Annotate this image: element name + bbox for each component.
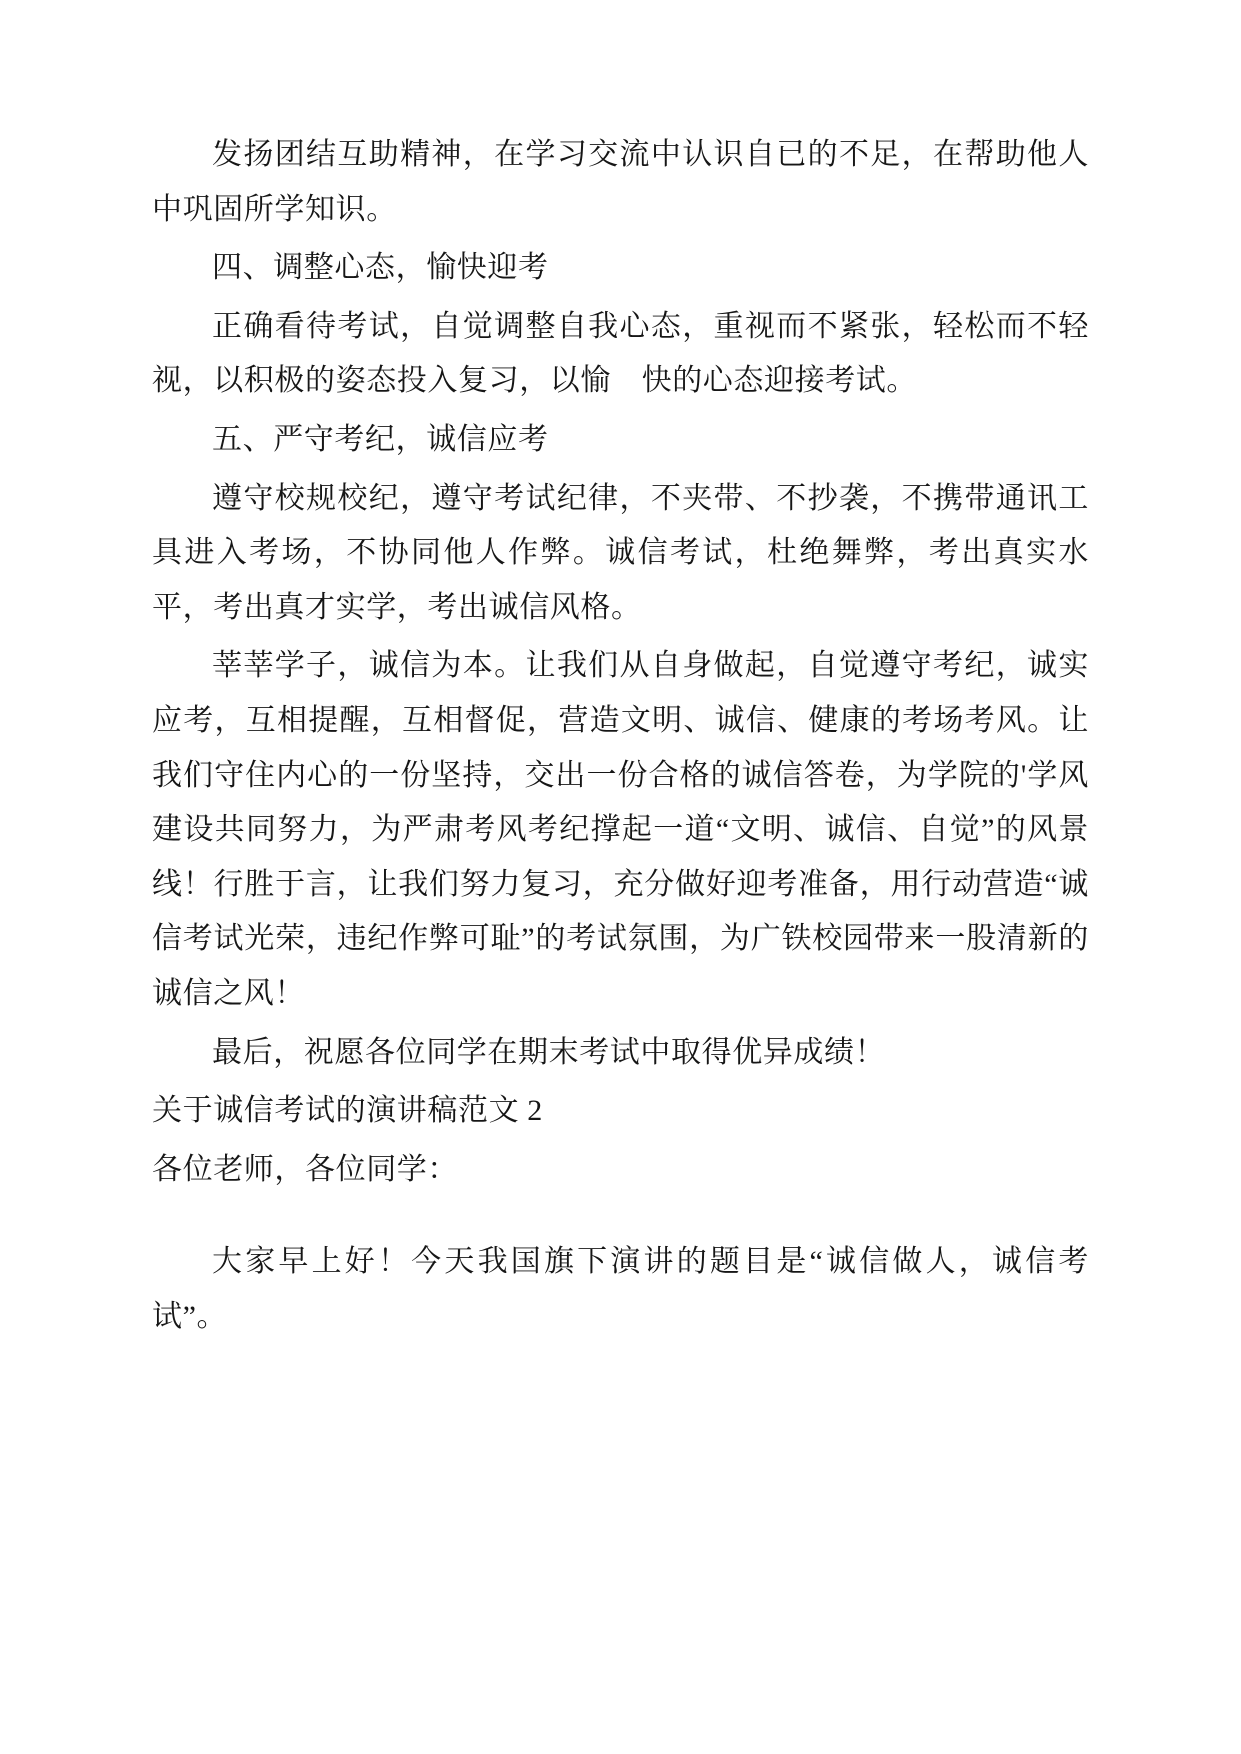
paragraph-heading-four: 四、调整心态，愉快迎考 (212, 251, 549, 285)
salutation: 各位老师，各位同学： (152, 1152, 458, 1186)
document-body (152, 128, 1089, 1344)
paragraph: 正确看待考试，自觉调整自我心态，重视而不紧张，轻松而不轻视，以积极的姿态投入复习，以愉 快的心态迎接考试。 (152, 309, 1089, 398)
paragraph: 莘莘学子，诚信为本。让我们从自身做起，自觉遵守考纪，诚实应考，互相提醒，互相督促，营造文明、诚信、健康的考场考风。让我们守住内心的一份坚持，交出一份合格的诚信答卷，为学院的'学风建设共同努力，为严肃考风考纪撑起一道“文明、诚信、自觉”的风景线！行胜于言，让我们努力复习，充分做好迎考准备，用行动营造“诚信考试光荣，违纪作弊可耻”的考试氛围，为广铁校园带来一股清新的诚信之风！ (152, 649, 1089, 1010)
paragraph: 发扬团结互助精神，在学习交流中认识自已的不足，在帮助他人中巩固所学知识。 (152, 138, 1089, 226)
paragraph: 遵守校规校纪，遵守考试纪律，不夹带、不抄袭，不携带通讯工具进入考场，不协同他人作弊。诚信考试，杜绝舞弊，考出真实水平，考出真才实学，考出诚信风格。 (152, 481, 1089, 624)
paragraph-heading-five: 五、严守考纪，诚信应考 (212, 422, 549, 456)
paragraph: 大家早上好！今天我国旗下演讲的题目是“诚信做人，诚信考试”。 (152, 1245, 1089, 1333)
paragraph-closing: 最后，祝愿各位同学在期末考试中取得优异成绩！ (212, 1035, 886, 1069)
spacer-line (152, 1201, 1089, 1235)
section-title: 关于诚信考试的演讲稿范文 2 (152, 1094, 543, 1128)
